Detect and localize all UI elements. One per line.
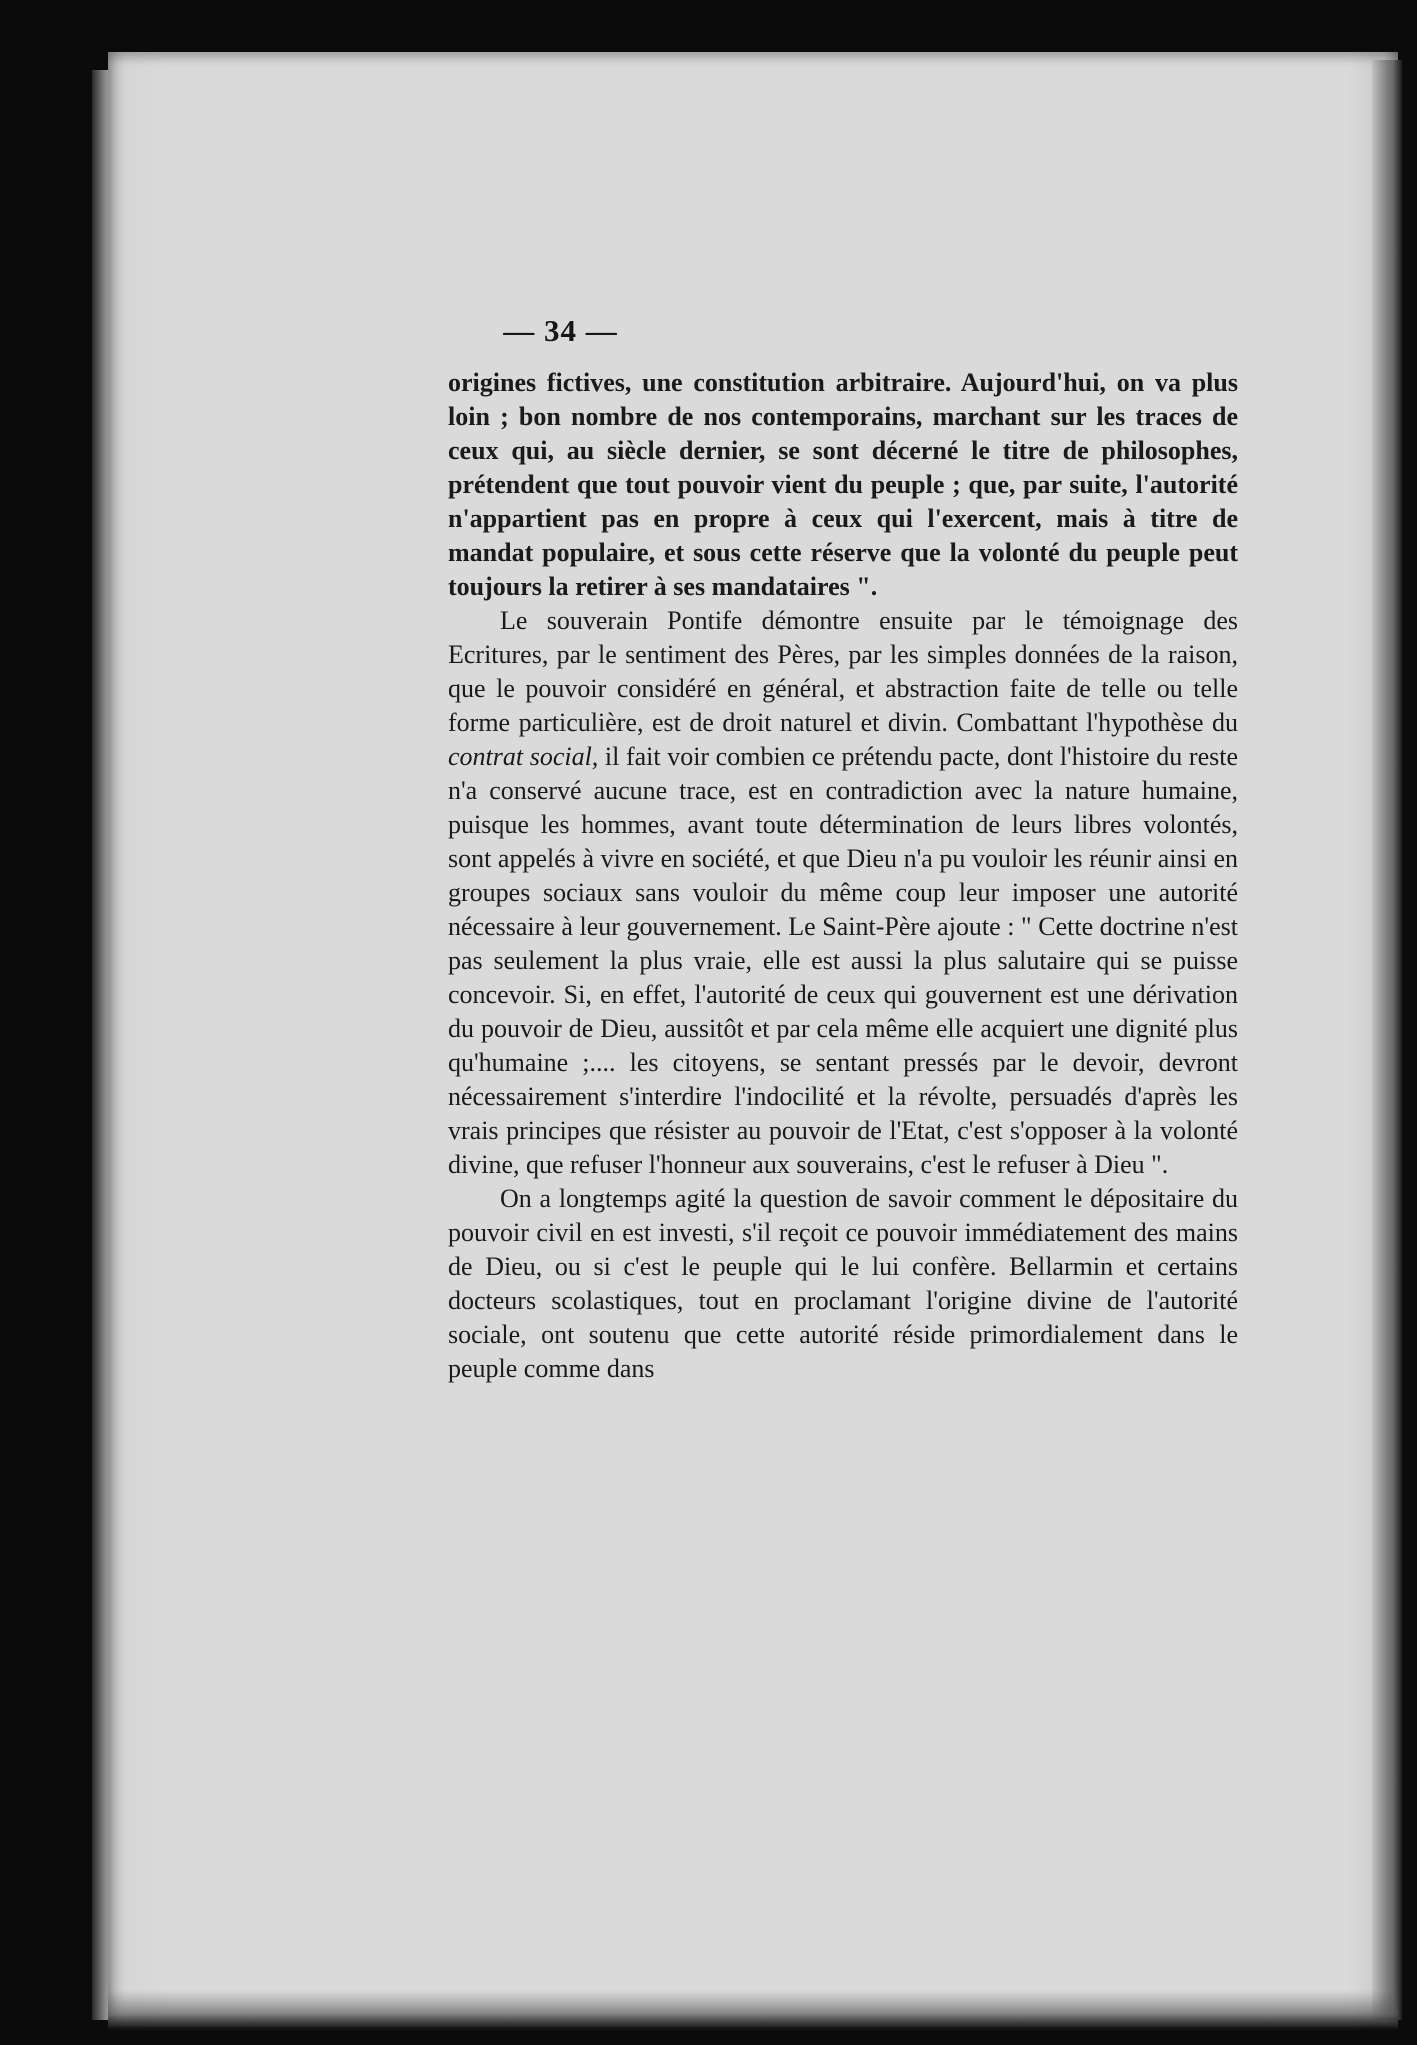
- page-right-edge: [1372, 60, 1402, 2020]
- page-number-text: — 34 —: [503, 313, 618, 348]
- paragraph-2-part-1: Le souverain Pontife démontre ensuite par le témoignage des Ecritures, par le sentiment des Pères, par les simples données de la raison, que le pouvoir considéré en général, et abstraction faite de telle ou telle forme particulière, est de droit naturel et divin. Combattant l'hypothèse du: [448, 606, 1238, 737]
- page-bottom-edge: [108, 1990, 1398, 2030]
- paragraph-1: origines fictives, une constitution arbitraire. Aujourd'hui, on va plus loin ; bon nombre de nos contemporains, marchant sur les traces de ceux qui, au siècle dernier, se sont décerné le titre de philosophes, prétendent que tout pouvoir vient du peuple ; que, par suite, l'autorité n'appartient pas en propre à ceux qui l'exercent, mais à titre de mandat populaire, et sous cette réserve que la volonté du peuple peut toujours la retirer à ses mandataires ".: [448, 368, 1238, 601]
- paragraph-2-part-2: il fait voir combien ce prétendu pacte, dont l'histoire du reste n'a conservé aucune trace, est en contradiction avec la nature humaine, puisque les hommes, avant toute détermination de leurs libres volontés, sont appelés à vivre en société, et que Dieu n'a pu vouloir les réunir ainsi en groupes sociaux sans vouloir du même coup leur imposer une autorité nécessaire à leur gouvernement. Le Saint-Père ajoute : " Cette doctrine n'est pas seulement la plus vraie, elle est aussi la plus salutaire qui se puisse concevoir. Si, en effet, l'autorité de ceux qui gouvernent est une dérivation du pouvoir de Dieu, aussitôt et par cela même elle acquiert une dignité plus qu'humaine ;.... les citoyens, se sentant pressés par le devoir, devront nécessairement s'interdire l'indocilité et la révolte, persuadés d'après les vrais principes que résister au pouvoir de l'Etat, c'est s'opposer à la volonté divine, que refuser l'honneur aux souverains, c'est le refuser à Dieu ".: [448, 742, 1238, 1179]
- paragraph-2: [448, 604, 1238, 1182]
- paragraph-2-italic: contrat social,: [448, 742, 599, 771]
- paragraph-3: On a longtemps agité la question de savoir comment le dépositaire du pouvoir civil en est investi, s'il reçoit ce pouvoir immédiatement des mains de Dieu, ou si c'est le peuple qui le lui confère. Bellarmin et certains docteurs scolastiques, tout en proclamant l'origine divine de l'autorité sociale, ont soutenu que cette autorité réside primordialement dans le peuple comme dans: [448, 1184, 1238, 1383]
- body-text: [448, 366, 1238, 1386]
- page-number: [0, 313, 1417, 349]
